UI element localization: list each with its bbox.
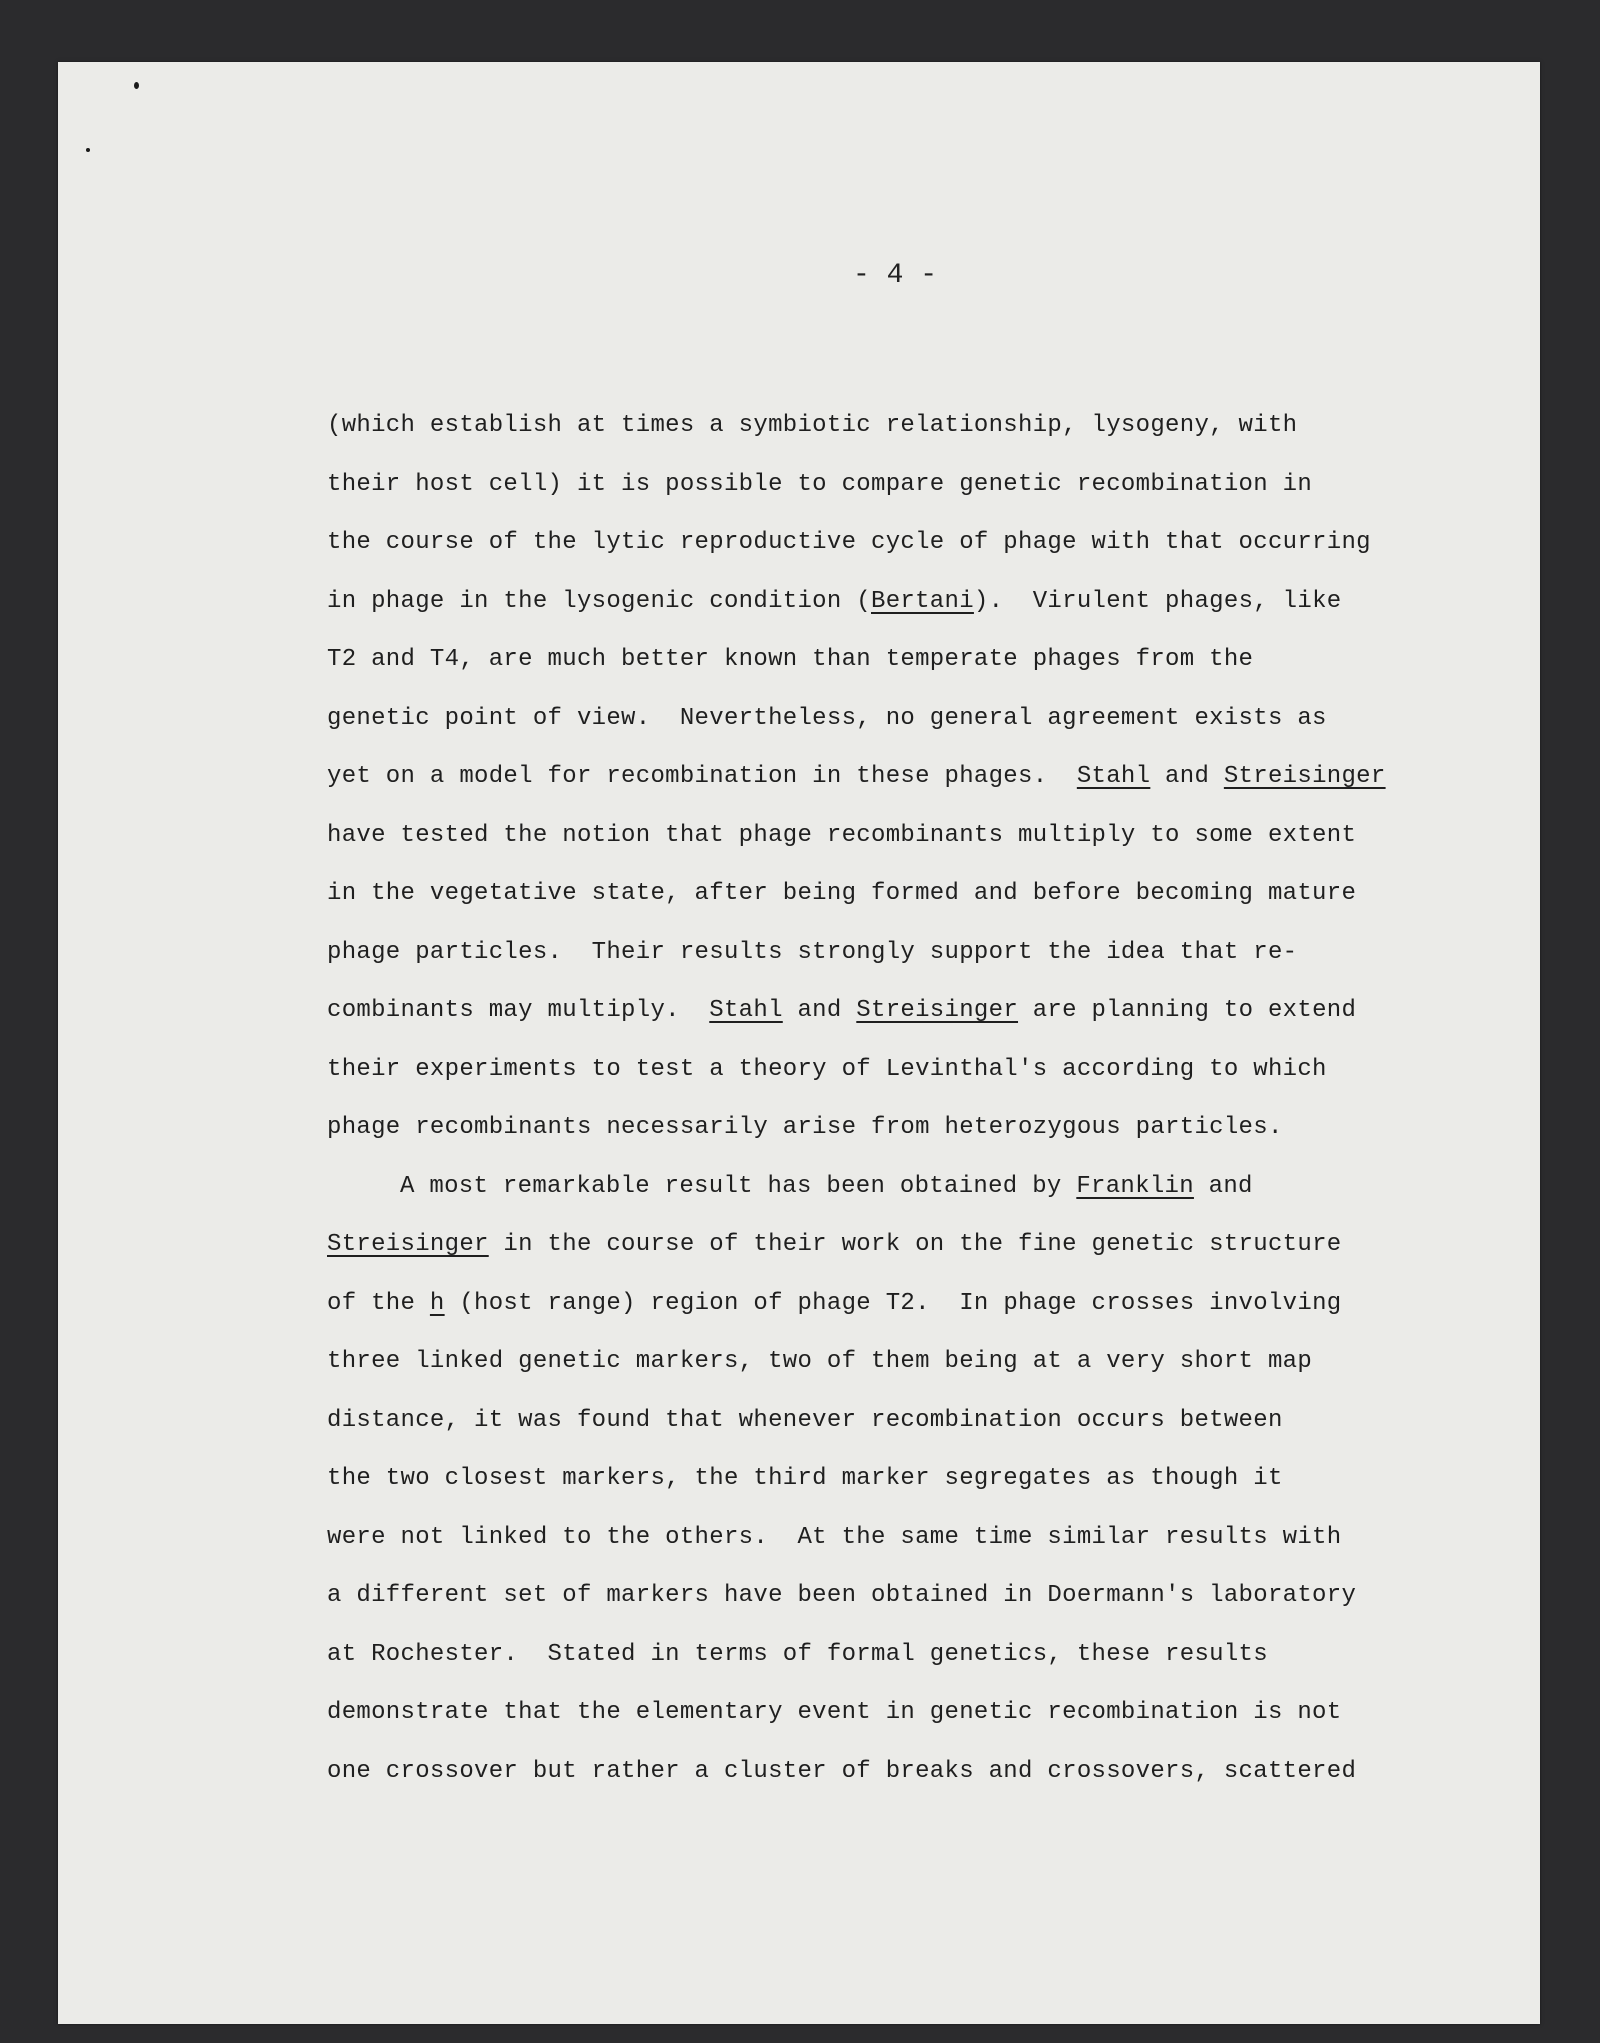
text-line: in phage in the lysogenic condition (Bertani). Virulent phages, like [327, 587, 1342, 615]
text-line: one crossover but rather a cluster of breaks and crossovers, scattered [327, 1757, 1357, 1785]
text-line: combinants may multiply. Stahl and Streisinger are planning to extend [327, 997, 1357, 1024]
text-line: yet on a model for recombination in these phages. Stahl and Streisinger [327, 763, 1386, 790]
text-line: genetic point of view. Nevertheless, no general agreement exists as [327, 704, 1327, 732]
text-line: phage recombinants necessarily arise from heterozygous particles. [327, 1114, 1283, 1141]
citation-streisinger: Streisinger [856, 997, 1019, 1024]
citation-stahl: Stahl [1076, 763, 1151, 790]
text-line: their host cell) it is possible to compare genetic recombination in [327, 470, 1313, 498]
text-line: (which establish at times a symbiotic relationship, lysogeny, with [327, 412, 1298, 439]
citation-bertani: Bertani [871, 587, 974, 615]
text-line: distance, it was found that whenever recombination occurs between [327, 1406, 1283, 1434]
text-line: were not linked to the others. At the same time similar results with [327, 1523, 1342, 1551]
page-number-text: - 4 - [853, 260, 938, 291]
paper-speck [134, 82, 139, 89]
text-line: their experiments to test a theory of Levinthal's according to which [327, 1055, 1327, 1083]
citation-streisinger: Streisinger [1223, 763, 1386, 790]
text-line-indented: A most remarkable result has been obtained by Franklin and [400, 1172, 1253, 1200]
text-line: at Rochester. Stated in terms of formal genetics, these results [327, 1640, 1268, 1668]
paper-speck [86, 148, 90, 152]
text-line: the two closest markers, the third marker segregates as though it [327, 1465, 1283, 1492]
gene-h: h [429, 1289, 445, 1317]
text-line: in the vegetative state, after being formed and before becoming mature [327, 880, 1357, 907]
text-line: T2 and T4, are much better known than temperate phages from the [327, 646, 1254, 673]
text-line: phage particles. Their results strongly support the idea that re- [327, 938, 1298, 966]
citation-streisinger: Streisinger [327, 1231, 489, 1258]
text-line: of the h (host range) region of phage T2. In phage crosses involving [327, 1289, 1342, 1317]
body-text [327, 397, 1447, 1801]
text-line: have tested the notion that phage recombinants multiply to some extent [327, 821, 1357, 849]
text-line: a different set of markers have been obtained in Doermann's laboratory [327, 1582, 1357, 1609]
typewritten-page [58, 62, 1540, 2024]
citation-stahl: Stahl [709, 997, 783, 1024]
text-line: three linked genetic markers, two of them being at a very short map [327, 1348, 1313, 1375]
text-line: demonstrate that the elementary event in genetic recombination is not [327, 1699, 1342, 1726]
citation-franklin: Franklin [1076, 1172, 1194, 1200]
text-line: Streisinger in the course of their work on the fine genetic structure [327, 1231, 1342, 1258]
text-line: the course of the lytic reproductive cycle of phage with that occurring [327, 529, 1371, 556]
